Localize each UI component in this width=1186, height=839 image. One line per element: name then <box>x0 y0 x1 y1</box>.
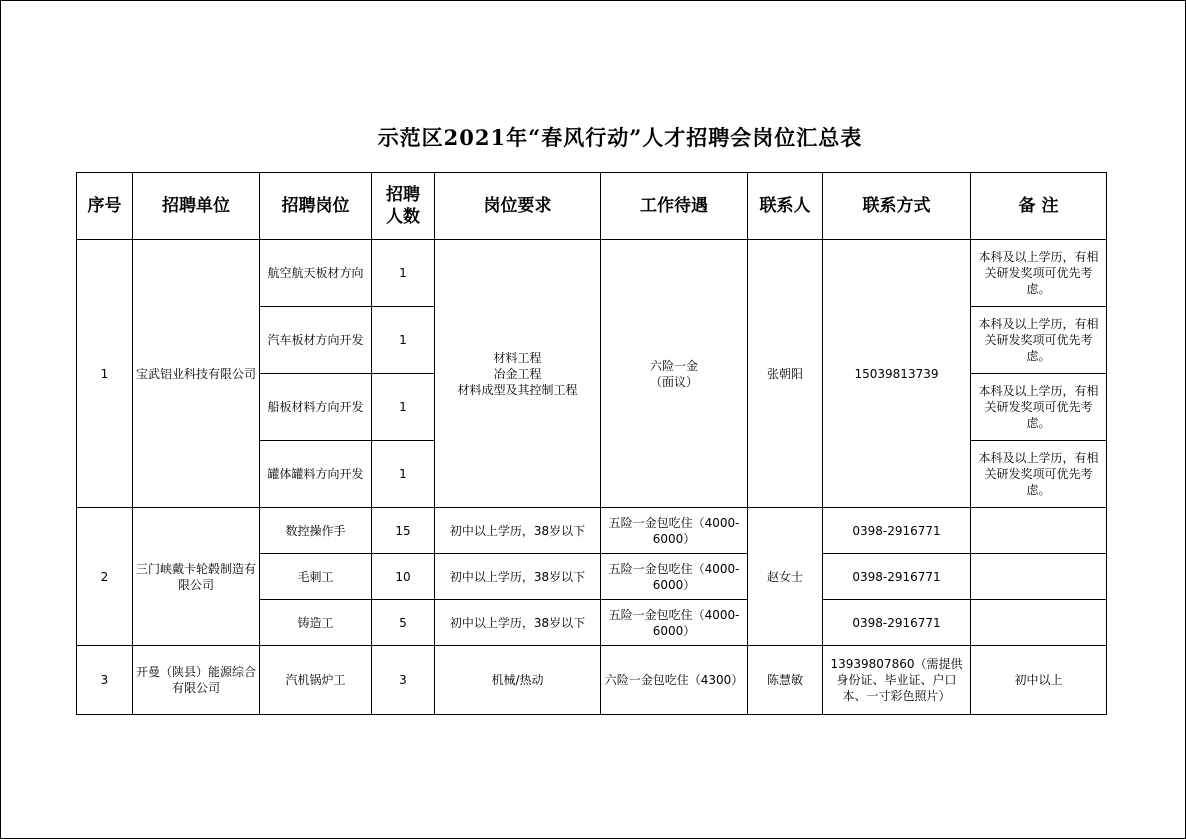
requirement-cell: 初中以上学历，38岁以下 <box>435 554 601 600</box>
position-cell: 汽机锅炉工 <box>260 646 372 715</box>
requirement-cell <box>435 240 601 508</box>
phone-cell: 0398-2916771 <box>823 554 971 600</box>
header-count-line1: 招聘 <box>386 185 420 205</box>
requirement-line: 冶金工程 <box>493 366 542 381</box>
note-cell: 本科及以上学历，有相关研发奖项可优先考虑。 <box>971 307 1107 374</box>
treatment-cell: 五险一金包吃住（4000-6000） <box>601 554 748 600</box>
requirement-cell: 初中以上学历，38岁以下 <box>435 508 601 554</box>
treatment-cell: 五险一金包吃住（4000-6000） <box>601 508 748 554</box>
note-cell <box>971 508 1107 554</box>
seq-cell: 3 <box>77 646 133 715</box>
note-cell: 本科及以上学历，有相关研发奖项可优先考虑。 <box>971 441 1107 508</box>
note-cell: 本科及以上学历，有相关研发奖项可优先考虑。 <box>971 374 1107 441</box>
requirement-line: 材料工程 <box>493 350 542 365</box>
note-cell: 本科及以上学历，有相关研发奖项可优先考虑。 <box>971 240 1107 307</box>
requirement-line: 材料成型及其控制工程 <box>457 382 578 397</box>
contact-cell: 赵女士 <box>748 508 823 646</box>
position-cell: 汽车板材方向开发 <box>260 307 372 374</box>
requirement-cell: 机械/热动 <box>435 646 601 715</box>
count-cell: 5 <box>372 600 435 646</box>
phone-cell: 0398-2916771 <box>823 508 971 554</box>
count-cell: 1 <box>372 374 435 441</box>
unit-cell: 宝武铝业科技有限公司 <box>133 240 260 508</box>
seq-cell: 2 <box>77 508 133 646</box>
header-count-line2: 人数 <box>386 207 420 227</box>
unit-cell: 开曼（陕县）能源综合有限公司 <box>133 646 260 715</box>
treatment-line: （面议） <box>649 374 698 389</box>
header-row <box>77 173 1107 240</box>
header-treatment: 工作待遇 <box>601 173 748 240</box>
count-cell: 1 <box>372 240 435 307</box>
recruitment-table <box>76 172 1107 715</box>
header-contact: 联系人 <box>748 173 823 240</box>
count-cell: 1 <box>372 441 435 508</box>
count-cell: 3 <box>372 646 435 715</box>
treatment-cell: 五险一金包吃住（4000-6000） <box>601 600 748 646</box>
table-row <box>77 646 1107 715</box>
position-cell: 船板材料方向开发 <box>260 374 372 441</box>
header-seq: 序号 <box>77 173 133 240</box>
contact-cell: 张朝阳 <box>748 240 823 508</box>
count-cell: 1 <box>372 307 435 374</box>
header-count <box>372 173 435 240</box>
count-cell: 15 <box>372 508 435 554</box>
position-cell: 数控操作手 <box>260 508 372 554</box>
unit-cell: 三门峡戴卡轮毂制造有限公司 <box>133 508 260 646</box>
treatment-cell: 六险一金包吃住（4300） <box>601 646 748 715</box>
note-cell: 初中以上 <box>971 646 1107 715</box>
page-title: 示范区2021年“春风行动”人才招聘会岗位汇总表 <box>377 125 863 150</box>
phone-cell: 0398-2916771 <box>823 600 971 646</box>
table-row <box>77 240 1107 307</box>
header-unit: 招聘单位 <box>133 173 260 240</box>
position-cell: 铸造工 <box>260 600 372 646</box>
table-row <box>77 508 1107 554</box>
phone-cell: 13939807860（需提供身份证、毕业证、户口本、一寸彩色照片） <box>823 646 971 715</box>
count-cell: 10 <box>372 554 435 600</box>
header-note: 备 注 <box>971 173 1107 240</box>
requirement-cell: 初中以上学历，38岁以下 <box>435 600 601 646</box>
contact-cell: 陈慧敏 <box>748 646 823 715</box>
header-phone: 联系方式 <box>823 173 971 240</box>
phone-cell: 15039813739 <box>823 240 971 508</box>
header-requirement: 岗位要求 <box>435 173 601 240</box>
treatment-line: 六险一金 <box>649 358 698 373</box>
note-cell <box>971 554 1107 600</box>
seq-cell: 1 <box>77 240 133 508</box>
position-cell: 毛刺工 <box>260 554 372 600</box>
treatment-cell <box>601 240 748 508</box>
position-cell: 罐体罐料方向开发 <box>260 441 372 508</box>
position-cell: 航空航天板材方向 <box>260 240 372 307</box>
note-cell <box>971 600 1107 646</box>
header-position: 招聘岗位 <box>260 173 372 240</box>
